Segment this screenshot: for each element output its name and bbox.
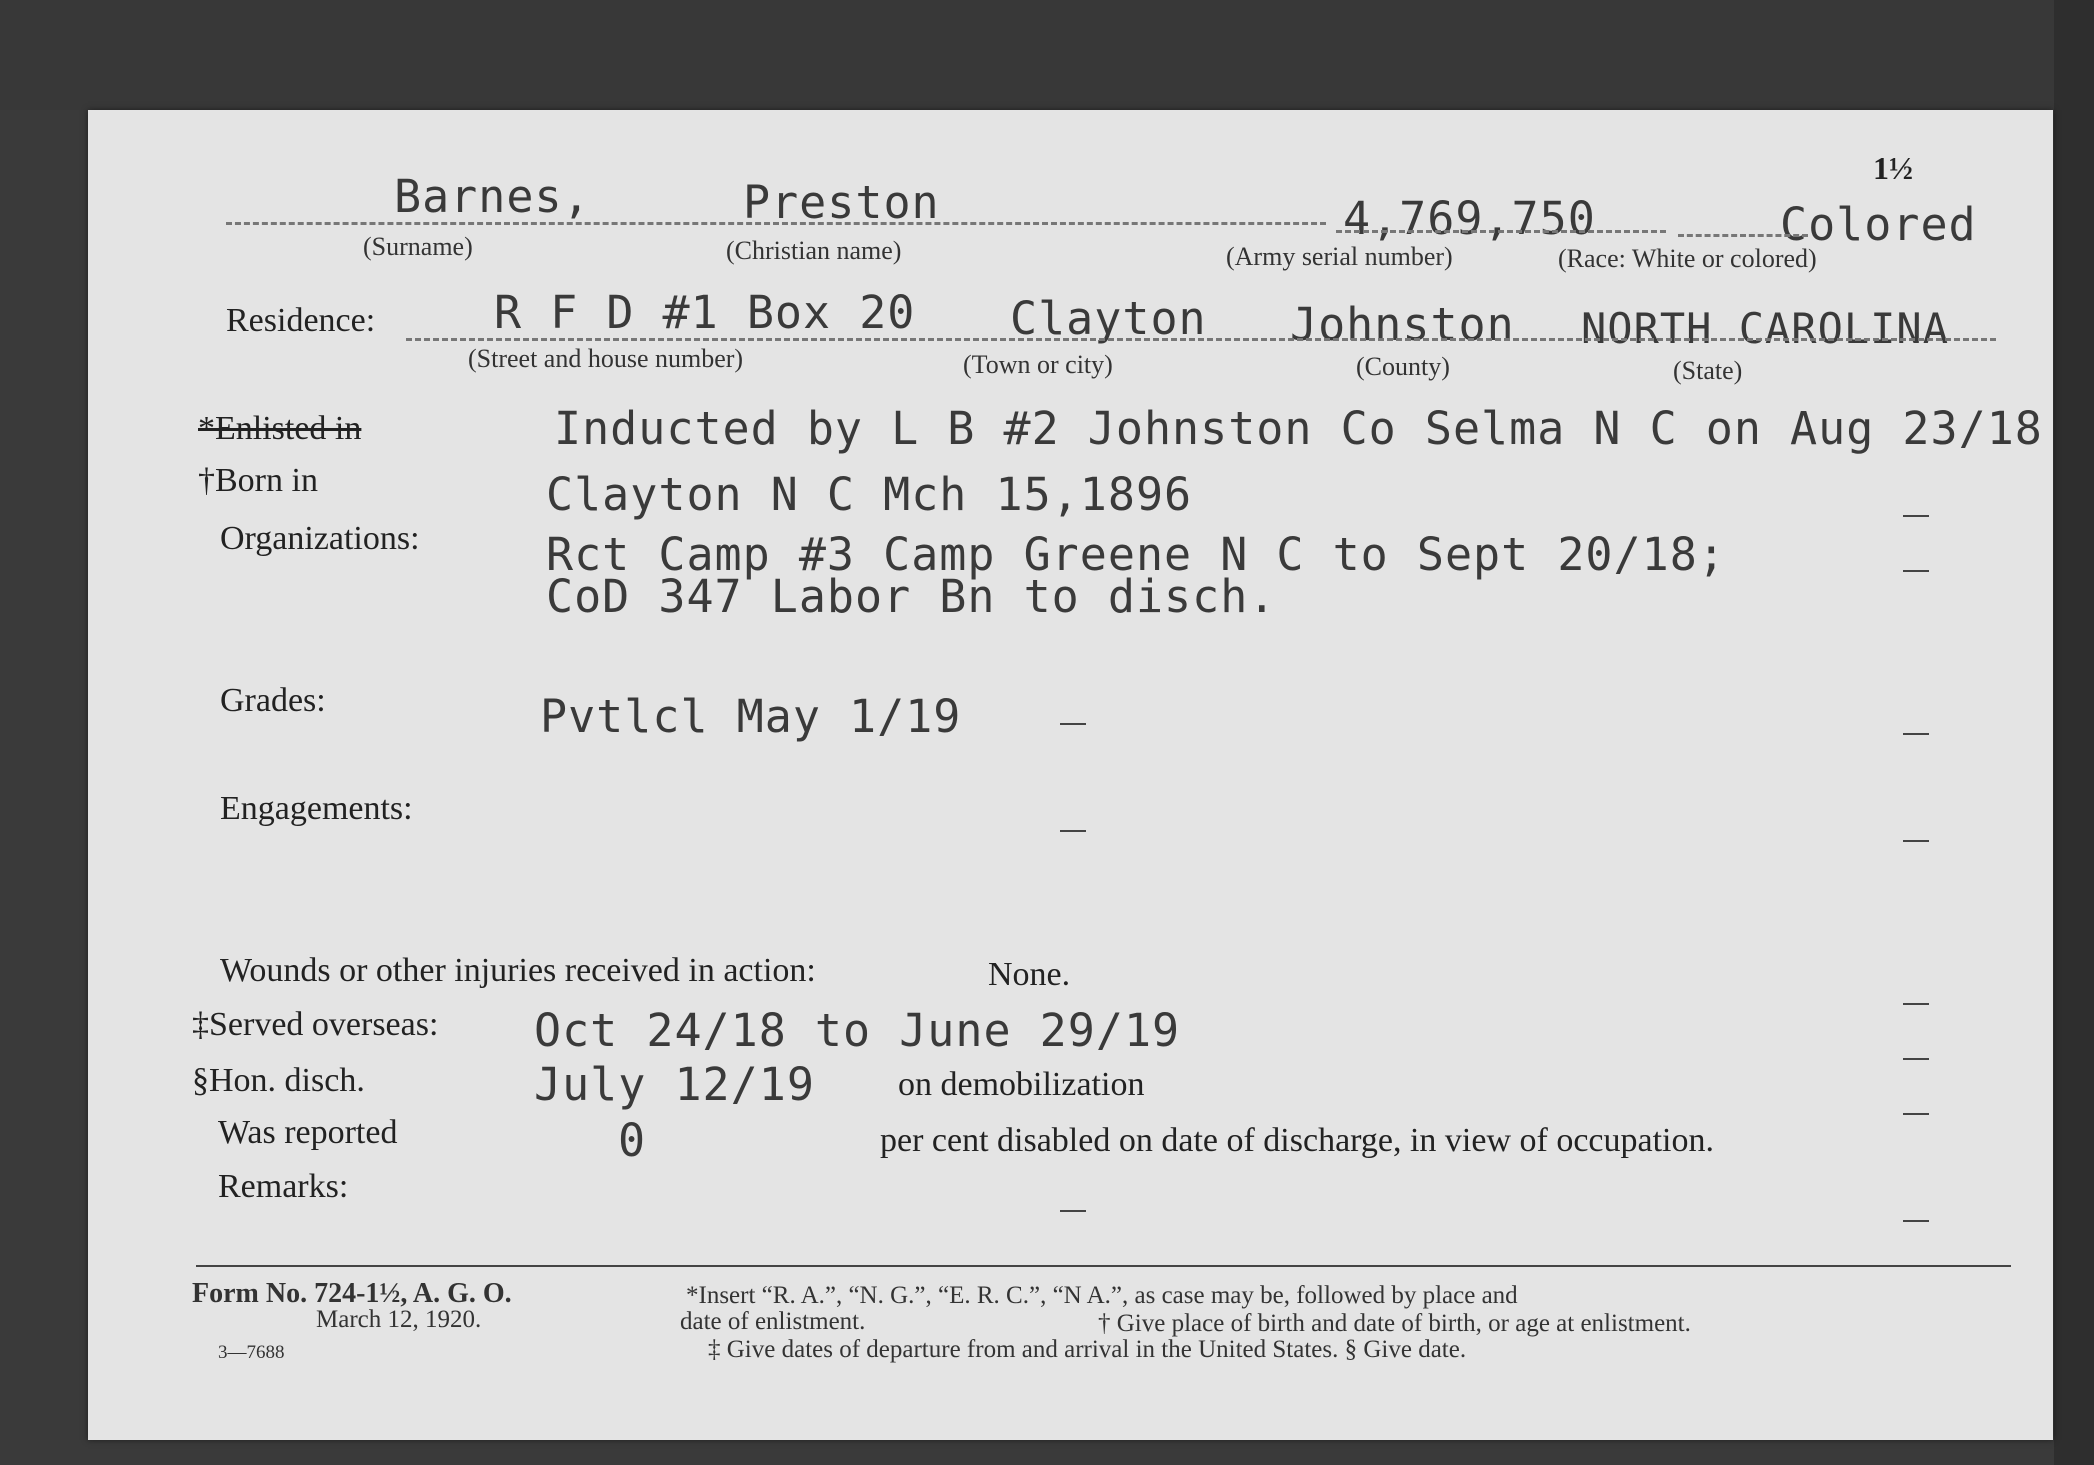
footer-rule [196, 1265, 2011, 1267]
born-label: †Born in [198, 462, 318, 499]
residence-state-value: NORTH CAROLINA [1581, 304, 1950, 353]
organizations-line-2: CoD 347 Labor Bn to disch. [546, 570, 1277, 623]
disability-percent-value: 0 [618, 1114, 647, 1167]
surname-value: Barnes, [394, 170, 591, 223]
wounds-label: Wounds or other injuries received in action: [220, 952, 816, 989]
enlisted-label: *Enlisted in [198, 410, 362, 447]
race-label: (Race: White or colored) [1558, 244, 1817, 273]
footnote-line-2a: date of enlistment. [680, 1308, 866, 1335]
scan-background-right [2054, 0, 2094, 1465]
blank-dash [1903, 840, 1929, 842]
blank-dash [1903, 515, 1929, 517]
footnote-line-1: *Insert “R. A.”, “N. G.”, “E. R. C.”, “N A.”, as case may be, followed by place and [686, 1282, 1518, 1309]
enlisted-value: Inducted by L B #2 Johnston Co Selma N C on Aug 23/18 [554, 402, 2043, 455]
hon-disch-value: July 12/19 [534, 1058, 815, 1111]
county-label: (County) [1356, 352, 1450, 381]
blank-dash [1903, 1113, 1929, 1115]
hon-disch-note: on demobilization [898, 1066, 1145, 1103]
print-code: 3—7688 [218, 1342, 285, 1363]
grades-label: Grades: [220, 682, 326, 719]
header-dotted-line [226, 222, 1326, 225]
serial-number-label: (Army serial number) [1226, 242, 1453, 271]
form-date: March 12, 1920. [316, 1306, 482, 1333]
surname-label: (Surname) [363, 232, 473, 261]
engagements-label: Engagements: [220, 790, 413, 827]
blank-dash [1060, 1210, 1086, 1212]
remarks-label: Remarks: [218, 1168, 349, 1205]
blank-dash [1903, 1058, 1929, 1060]
born-value: Clayton N C Mch 15,1896 [546, 468, 1193, 521]
residence-county-value: Johnston [1290, 298, 1515, 351]
footnote-line-2b: † Give place of birth and date of birth, or age at enlistment. [1098, 1310, 1691, 1337]
record-card [88, 110, 2053, 1440]
organizations-line-1: Rct Camp #3 Camp Greene N C to Sept 20/18; [546, 528, 1726, 581]
state-label: (State) [1673, 356, 1743, 385]
town-label: (Town or city) [963, 350, 1113, 379]
was-reported-note: per cent disabled on date of discharge, in view of occupation. [880, 1122, 1714, 1159]
residence-label: Residence: [226, 302, 376, 339]
served-overseas-value: Oct 24/18 to June 29/19 [534, 1004, 1181, 1057]
blank-dash [1903, 1220, 1929, 1222]
blank-dash [1903, 570, 1929, 572]
organizations-label: Organizations: [220, 520, 420, 557]
residence-street-value: R F D #1 Box 20 [494, 286, 916, 339]
race-dotted-line [1678, 234, 1808, 237]
residence-town-value: Clayton [1010, 292, 1207, 345]
residence-dotted-line [406, 338, 1996, 341]
footnote-line-3: ‡ Give dates of departure from and arrival in the United States. § Give date. [708, 1336, 1467, 1363]
grades-value: Pvtlcl May 1/19 [540, 690, 962, 743]
christian-name-value: Preston [743, 176, 940, 229]
christian-name-label: (Christian name) [726, 236, 902, 265]
blank-dash [1060, 830, 1086, 832]
street-label: (Street and house number) [468, 344, 744, 373]
hon-disch-label: §Hon. disch. [192, 1062, 365, 1099]
blank-dash [1903, 1003, 1929, 1005]
fraction-mark: 1½ [1873, 150, 1913, 186]
form-number: Form No. 724-1½, A. G. O. [192, 1278, 512, 1309]
race-value: Colored [1780, 198, 1977, 251]
serial-dotted-line [1336, 230, 1666, 233]
serial-number-value: 4,769,750 [1343, 192, 1596, 245]
blank-dash [1060, 723, 1086, 725]
served-overseas-label: ‡Served overseas: [192, 1006, 439, 1043]
blank-dash [1903, 733, 1929, 735]
wounds-value: None. [988, 956, 1071, 993]
was-reported-label: Was reported [218, 1114, 398, 1151]
scan-background-top [0, 0, 2094, 110]
